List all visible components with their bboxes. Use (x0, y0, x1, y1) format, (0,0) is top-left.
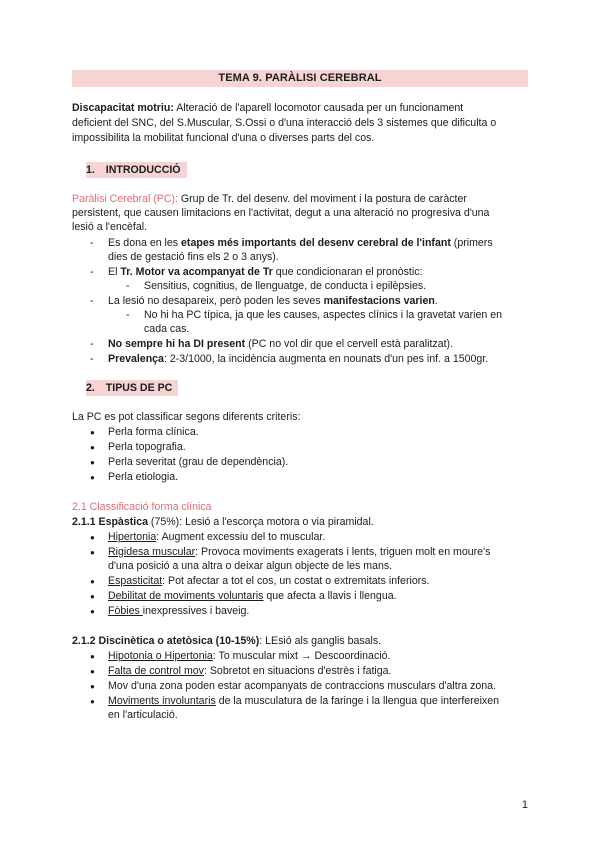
dyskinetic-item-1 (108, 649, 390, 664)
subsection-2-1-1-percent: (75%) (147, 516, 180, 528)
section-1-number: 1. (86, 164, 95, 176)
bullet-marker: ● (90, 577, 95, 586)
intro-text-3: impossibilita la mobilitat funcional d'una o diverses parts del cos. (72, 132, 375, 144)
bullet-marker: ● (90, 682, 95, 691)
dash-marker: - (90, 353, 94, 365)
spastic-item-4-text: que afecta a llavis i llengua. (263, 590, 397, 602)
dyskinetic-item-4-term: Moviments involuntaris (108, 695, 216, 707)
section-2-title: TIPUS DE PC (105, 382, 173, 394)
subsection-2-1-title: 2.1 Classificació forma clínica (72, 501, 212, 513)
spastic-item-2-term: Rigidesa muscular (108, 546, 196, 558)
page-number: 1 (521, 799, 528, 811)
dyskinetic-item-2-text: : Sobretot en situacions d'estrès i fatiga. (203, 665, 392, 677)
page-title: TEMA 9. PARÀLISI CEREBRAL (72, 70, 528, 87)
section-1-heading (86, 162, 187, 178)
spastic-item-1 (108, 530, 325, 545)
intro-item-1-line-2: dies de gestació fins els 2 o 3 anys). (108, 251, 279, 263)
spastic-item-5 (108, 604, 249, 619)
spastic-item-2-text: : Provoca moviments exagerats i lents, triguen molt en moure's (195, 546, 491, 558)
definition-text-1: Grup de Tr. del desenv. del moviment i la postura de caràcter (177, 193, 467, 205)
intro-item-4-bold: No sempre hi ha DI present (108, 338, 246, 350)
dash-marker: - (126, 309, 130, 321)
dash-marker: - (90, 338, 94, 350)
subsection-2-1-2-text: : LEsió als ganglis basals. (259, 635, 382, 647)
definition-term: Paràlisi Cerebral (PC): (72, 193, 178, 205)
spastic-item-1-term: Hipertonia (108, 531, 157, 543)
spastic-item-3 (108, 574, 430, 589)
intro-item-5-bold: Prevalença (108, 353, 164, 365)
subsection-2-1-1-text: : Lesió a l'escorça motora o via piramidal. (179, 516, 374, 528)
dyskinetic-item-1-text: : To muscular mixt → Descoordinació. (212, 650, 391, 662)
spastic-item-5-term: Fòbies (108, 605, 143, 617)
subsection-2-1-1-title: 2.1.1 Espàstica (72, 516, 148, 528)
bullet-marker: ● (90, 458, 95, 467)
intro-item-1-post: (primers (450, 237, 493, 249)
intro-item-3-pre: La lesió no desapareix, però poden les seves (108, 295, 324, 307)
intro-item-3-sub-1: No hi ha PC típica, ja que les causes, aspectes clínics i la gravetat varien en (144, 309, 503, 321)
bullet-marker: ● (90, 548, 95, 557)
bullet-marker: ● (90, 667, 95, 676)
intro-item-2-bold: Tr. Motor va acompanyat de Tr (120, 266, 273, 278)
definition-line-1 (72, 192, 532, 207)
definition-text-3: lesió a l'encèfal. (72, 221, 148, 233)
subsection-2-1-2-heading (72, 634, 381, 649)
bullet-marker: ● (90, 652, 95, 661)
intro-item-2 (108, 265, 422, 280)
intro-item-2-sub: Sensitius, cognitius, de llenguatge, de conducta i epilèpsies. (144, 280, 427, 292)
dyskinetic-item-2 (108, 664, 392, 679)
section-2-number: 2. (86, 382, 95, 394)
dash-marker: - (90, 266, 94, 278)
section-2-heading (86, 380, 178, 396)
criteria-item: Perla topografia. (108, 441, 186, 453)
dyskinetic-item-3-text: Mov d'una zona poden estar acompanyats de contraccions musculars d'altra zona. (108, 680, 496, 692)
intro-item-4-post: (PC no vol dir que el cervell està paralitzat). (245, 338, 454, 350)
intro-item-3-post: . (434, 295, 438, 307)
section-1-title: INTRODUCCIÓ (105, 164, 181, 176)
criteria-item: Perla forma clínica. (108, 426, 199, 438)
intro-line-1 (72, 101, 532, 116)
dyskinetic-item-4-line-2: en l'articulació. (108, 709, 178, 721)
dyskinetic-item-4 (108, 694, 499, 709)
subsection-2-1-1-heading (72, 515, 374, 530)
intro-text-2: deficient del SNC, del S.Muscular, S.Ossi o d'una interacció dels 3 sistemes que dificulta o (72, 117, 497, 129)
definition-text-2: persistent, que causen limitacions en l'activitat, degut a una alteració no progresiva d'una (72, 207, 490, 219)
intro-item-5 (108, 352, 488, 367)
spastic-item-2-line-2: d'una posició a una altra o deixar algun objecte de les mans. (108, 560, 393, 572)
intro-item-2-pre: El (108, 266, 121, 278)
bullet-marker: ● (90, 443, 95, 452)
subsection-2-1-2-title: 2.1.2 Discinètica o atetòsica (72, 635, 213, 647)
criteria-item: Perla etiologia. (108, 471, 179, 483)
dash-marker: - (90, 237, 94, 249)
intro-label: Discapacitat motriu: (72, 102, 174, 114)
intro-item-3 (108, 294, 438, 309)
section-2-lead: La PC es pot classificar segons diferents criteris: (72, 411, 301, 423)
dyskinetic-item-4-text: de la musculatura de la faringe i la llengua que interfereixen (215, 695, 500, 707)
intro-item-3-bold: manifestacions varien (323, 295, 435, 307)
bullet-marker: ● (90, 533, 95, 542)
spastic-item-1-text: : Augment excessiu del to muscular. (156, 531, 326, 543)
dash-marker: - (90, 295, 94, 307)
spastic-item-5-text: inexpressives i baveig. (142, 605, 250, 617)
spastic-item-4 (108, 589, 397, 604)
bullet-marker: ● (90, 697, 95, 706)
spastic-item-2 (108, 545, 490, 560)
intro-item-1-bold: etapes més importants del desenv cerebral de l'infant (181, 237, 451, 249)
spastic-item-3-term: Espasticitat (108, 575, 163, 587)
intro-item-1 (108, 236, 528, 251)
spastic-item-4-term: Debilitat de moviments voluntaris (108, 590, 264, 602)
spastic-item-3-text: : Pot afectar a tot el cos, un costat o extremitats inferiors. (162, 575, 430, 587)
bullet-marker: ● (90, 607, 95, 616)
bullet-marker: ● (90, 473, 95, 482)
bullet-marker: ● (90, 428, 95, 437)
dash-marker: - (126, 280, 130, 292)
intro-item-1-pre: Es dona en les (108, 237, 182, 249)
dyskinetic-item-2-term: Falta de control mov (108, 665, 204, 677)
intro-item-4 (108, 337, 453, 352)
criteria-item: Perla severitat (grau de dependència). (108, 456, 289, 468)
dyskinetic-item-1-term: Hipotonia o Hipertonia (108, 650, 213, 662)
intro-text-1: Alteració de l'aparell locomotor causada per un funcionament (173, 102, 464, 114)
intro-item-5-post: : 2-3/1000, la incidència augmenta en nounats d'un pes inf. a 1500gr. (163, 353, 489, 365)
bullet-marker: ● (90, 592, 95, 601)
subsection-2-1-2-percent: (10-15%) (212, 635, 260, 647)
dyskinetic-item-3 (108, 679, 496, 694)
intro-item-2-post: que condicionaran el pronòstic: (272, 266, 423, 278)
intro-item-3-sub-2: cada cas. (144, 323, 190, 335)
